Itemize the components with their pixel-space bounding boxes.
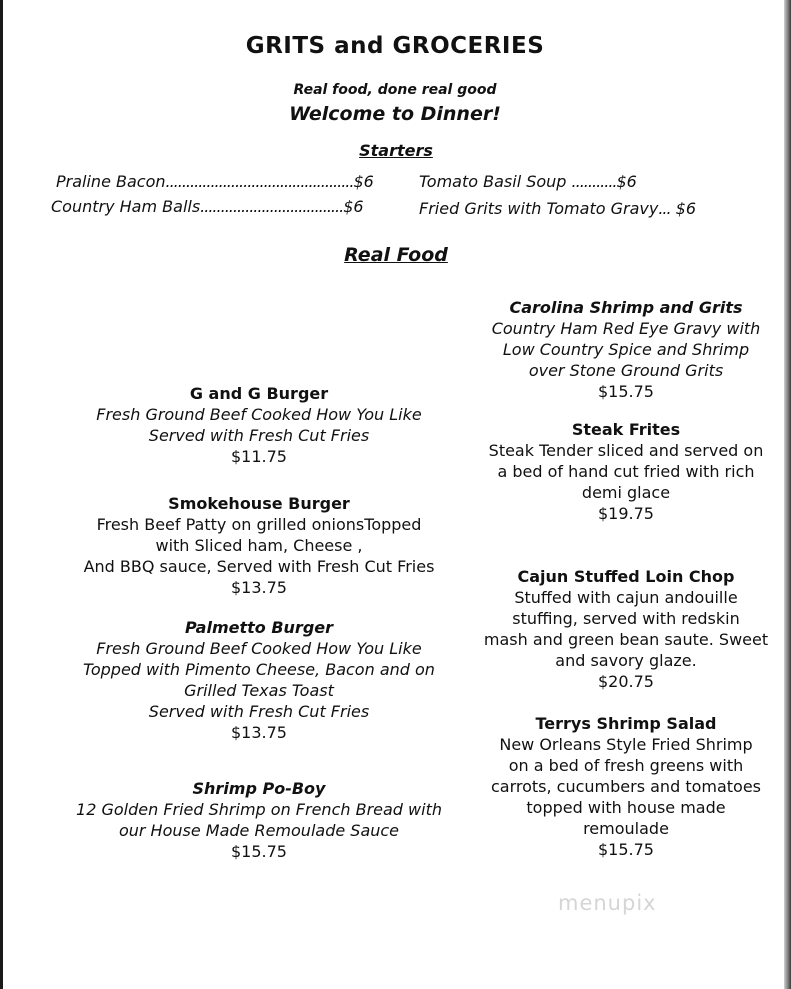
item-description-line: Fresh Ground Beef Cooked How You Like	[96, 639, 422, 658]
restaurant-title: GRITS and GROCERIES	[245, 33, 545, 59]
item-description-line: and savory glaze.	[555, 651, 697, 670]
menu-item-terrys-shrimp-salad	[470, 713, 782, 860]
starter-price: $6	[670, 199, 697, 218]
item-description-line: Steak Tender sliced and served on	[488, 441, 764, 460]
item-description-line: 12 Golden Fried Shrimp on French Bread with	[76, 800, 442, 819]
starter-name: Country Ham Balls	[51, 197, 201, 216]
item-price: $13.75	[231, 578, 287, 597]
menu-item-shrimp-po-boy	[59, 778, 459, 862]
item-description-line: carrots, cucumbers and tomatoes	[490, 777, 762, 796]
item-description-line: Served with Fresh Cut Fries	[148, 426, 370, 445]
item-description-line: Served with Fresh Cut Fries	[148, 702, 370, 721]
item-description-line: Country Ham Red Eye Gravy with	[491, 319, 761, 338]
starter-item	[56, 172, 374, 191]
item-description-line: Grilled Texas Toast	[184, 681, 334, 700]
item-description-line: demi glace	[581, 483, 671, 502]
item-name: Cajun Stuffed Loin Chop	[517, 567, 735, 586]
item-name: G and G Burger	[189, 384, 329, 403]
item-description-line: Topped with Pimento Cheese, Bacon and on	[83, 660, 435, 679]
starter-item	[419, 199, 696, 218]
starter-item	[51, 197, 364, 216]
item-description-line: over Stone Ground Grits	[528, 361, 724, 380]
item-description-line: Stuffed with cajun andouille	[514, 588, 738, 607]
item-description-line: topped with house made	[526, 798, 726, 817]
menu-item-smokehouse-burger	[59, 493, 459, 598]
item-price: $13.75	[231, 723, 287, 742]
item-description-line: New Orleans Style Fried Shrimp	[499, 735, 753, 754]
item-description-line: mash and green bean saute. Sweet	[483, 630, 769, 649]
item-price: $11.75	[231, 447, 287, 466]
menu-item-cajun-stuffed-loin-chop	[470, 566, 782, 692]
leader-dots: ...	[658, 199, 671, 218]
item-description-line: on a bed of fresh greens with	[508, 756, 744, 775]
item-price: $19.75	[598, 504, 654, 523]
item-description-line: Fresh Beef Patty on grilled onionsTopped	[96, 515, 422, 534]
starter-price: $6	[353, 172, 374, 191]
menu-item-g-and-g-burger	[59, 383, 459, 467]
item-name: Terrys Shrimp Salad	[535, 714, 717, 733]
starter-name: Praline Bacon	[56, 172, 166, 191]
item-description-line: remoulade	[583, 819, 669, 838]
menu-item-palmetto-burger	[59, 617, 459, 743]
watermark: menupix	[558, 891, 657, 915]
menu-item-steak-frites	[470, 419, 782, 524]
item-price: $15.75	[598, 840, 654, 859]
menu-item-carolina-shrimp-and-grits	[470, 297, 782, 402]
item-price: $15.75	[598, 382, 654, 401]
item-price: $15.75	[231, 842, 287, 861]
item-name: Smokehouse Burger	[168, 494, 350, 513]
item-name: Carolina Shrimp and Grits	[509, 298, 743, 317]
item-description-line: with Sliced ham, Cheese ,	[155, 536, 363, 555]
leader-dots: ..............................................	[165, 172, 354, 191]
starter-name: Fried Grits with Tomato Gravy	[419, 199, 659, 218]
starter-price: $6	[343, 197, 364, 216]
item-description-line: Fresh Ground Beef Cooked How You Like	[96, 405, 422, 424]
item-name: Steak Frites	[571, 420, 681, 439]
welcome-heading: Welcome to Dinner!	[289, 103, 501, 125]
leader-dots: ...........	[571, 172, 617, 191]
item-description-line: And BBQ sauce, Served with Fresh Cut Fries	[83, 557, 435, 576]
starter-item	[419, 172, 637, 191]
item-description-line: stuffing, served with redskin	[512, 609, 740, 628]
item-description-line: our House Made Remoulade Sauce	[118, 821, 400, 840]
starter-price: $6	[616, 172, 637, 191]
real-food-heading: Real Food	[344, 244, 448, 266]
item-description-line: Low Country Spice and Shrimp	[502, 340, 750, 359]
item-name: Palmetto Burger	[184, 618, 334, 637]
leader-dots: ...................................	[200, 197, 344, 216]
starter-name: Tomato Basil Soup	[419, 172, 572, 191]
item-description-line: a bed of hand cut fried with rich	[497, 462, 755, 481]
item-price: $20.75	[598, 672, 654, 691]
tagline: Real food, done real good	[293, 82, 497, 98]
item-name: Shrimp Po-Boy	[192, 779, 326, 798]
starters-heading: Starters	[359, 141, 433, 160]
